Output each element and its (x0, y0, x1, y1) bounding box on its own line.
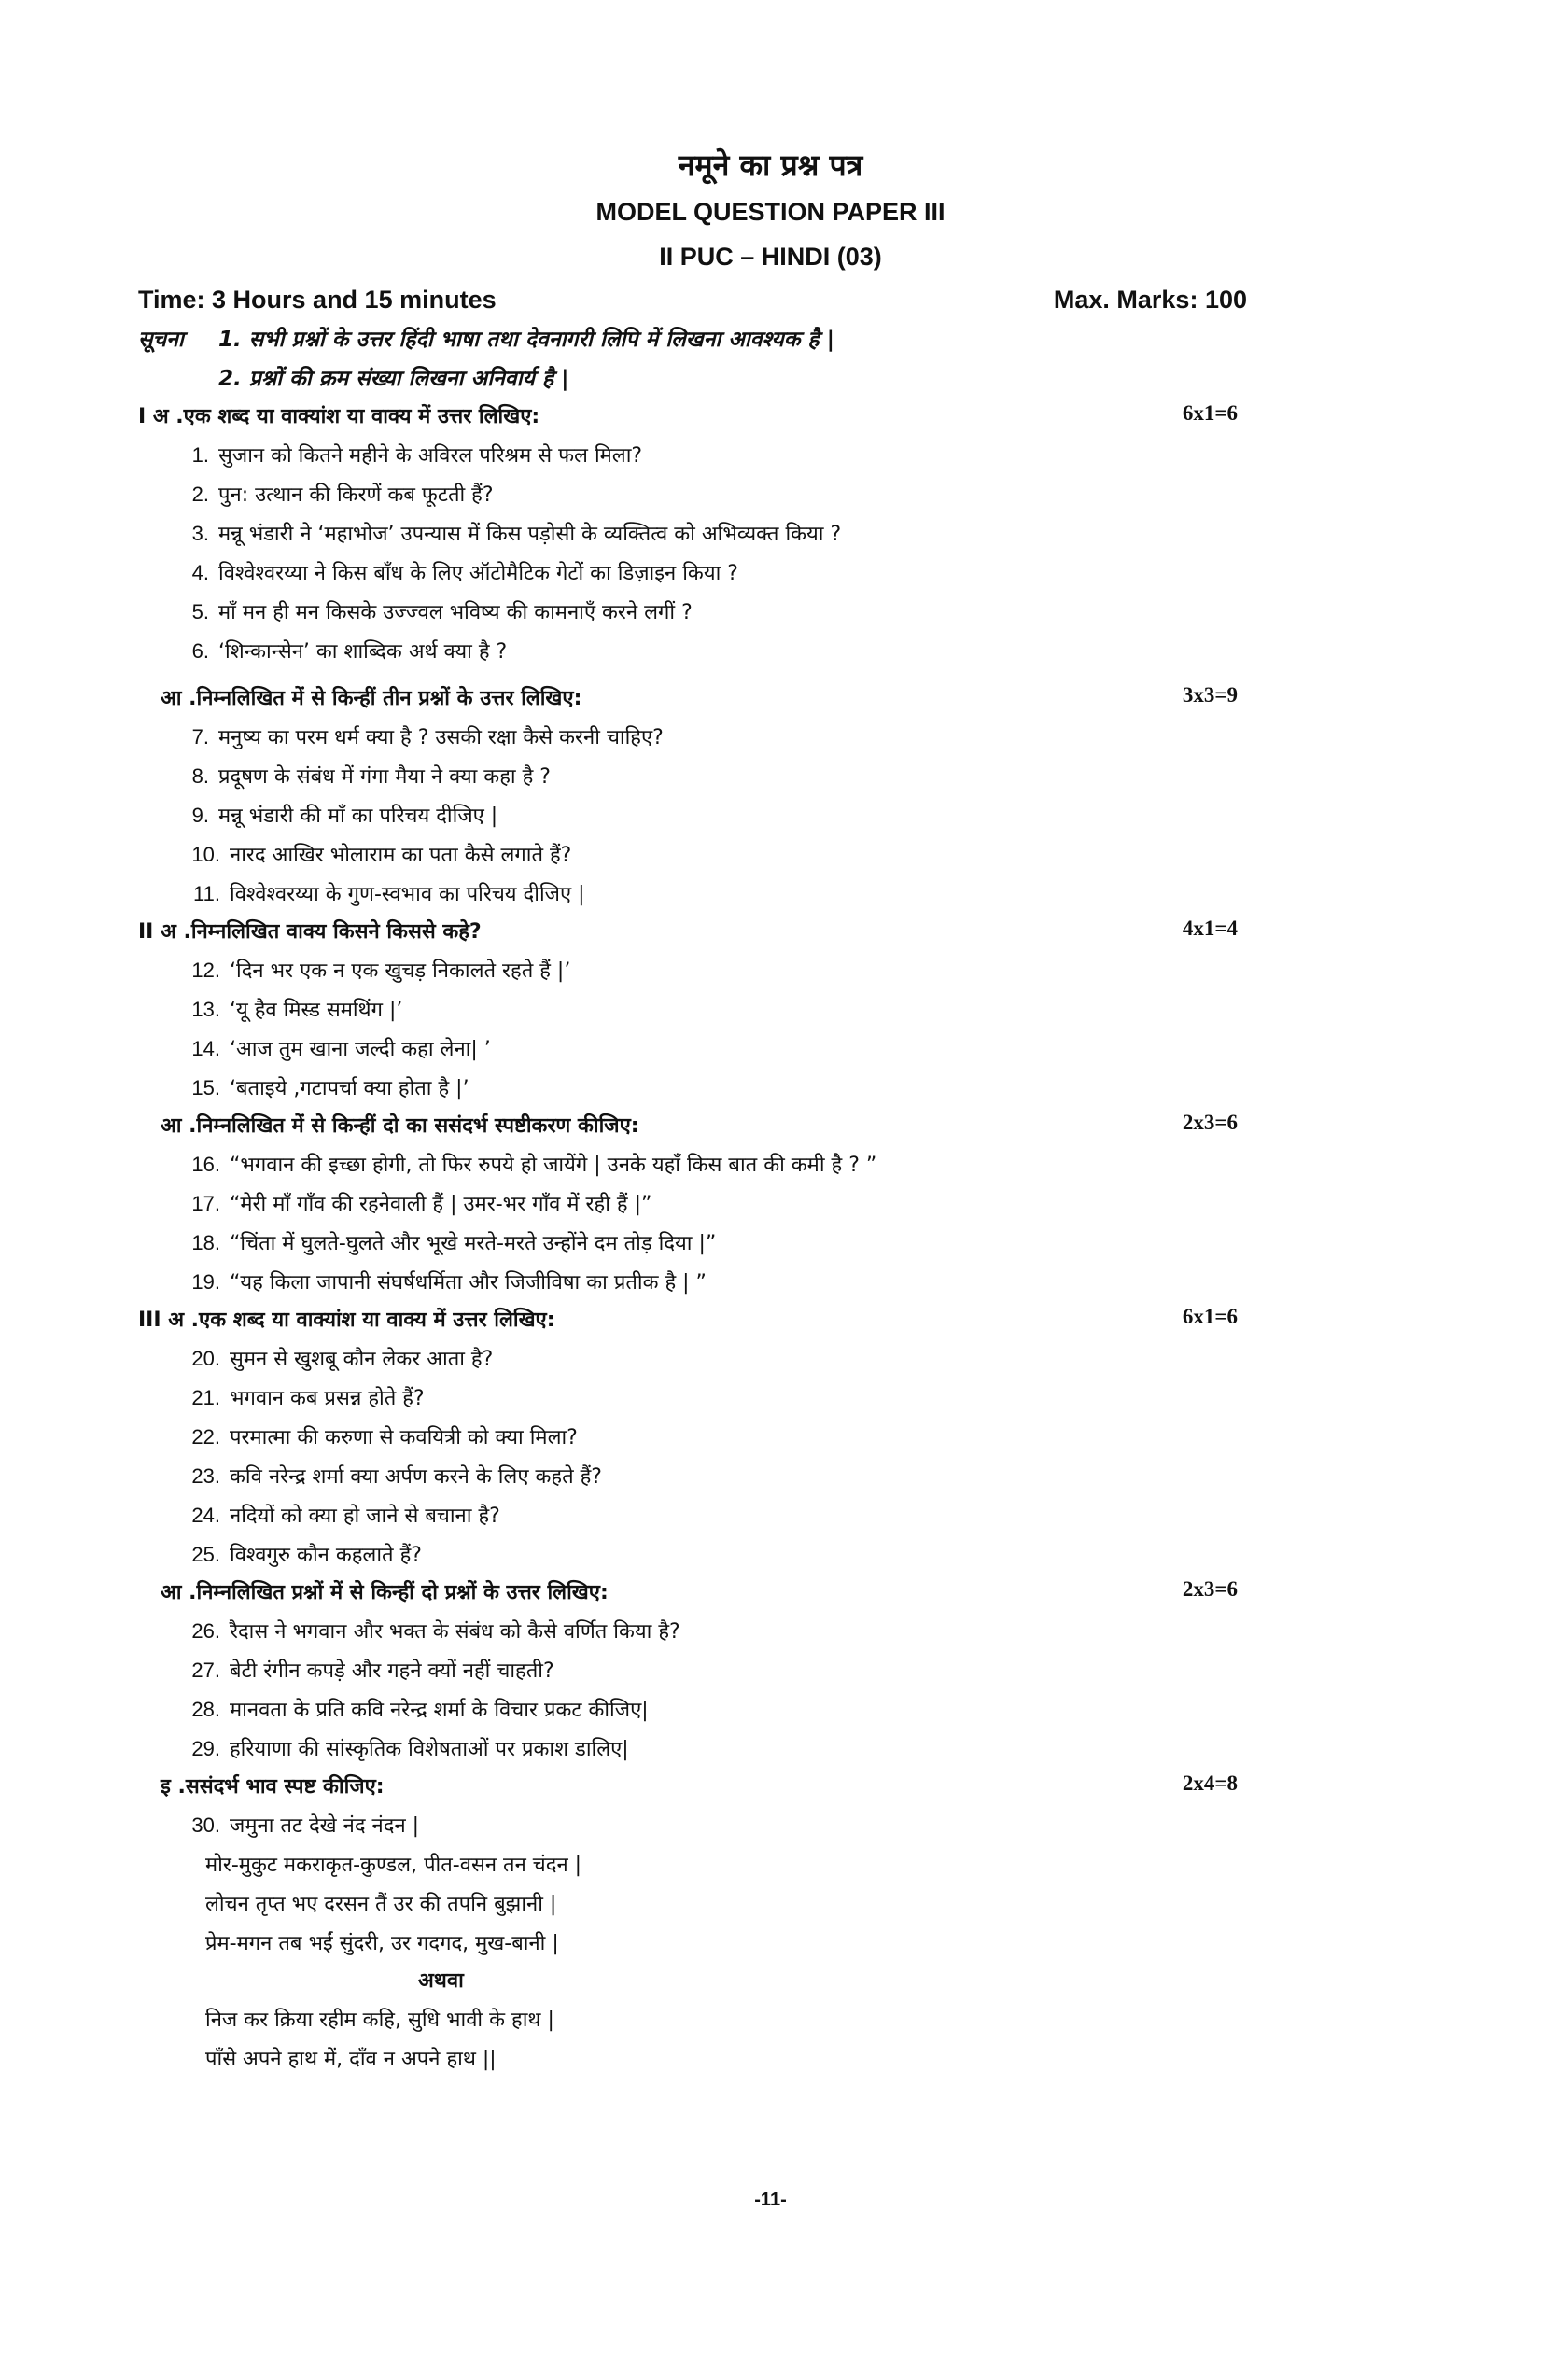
question-number: 6. (191, 639, 209, 663)
section-heading (138, 683, 1247, 717)
poem-line: प्रेम-मगन तब भईं सुंदरी, उर गदगद, मुख-बानी | (205, 1932, 559, 1955)
question-item (174, 1656, 554, 1684)
question-text: ‘दिन भर एक न एक खुचड़ निकालते रहते हैं |’ (230, 959, 571, 983)
question-text: मानवता के प्रति कवि नरेन्द्र शर्मा के विचार प्रकट कीजिए| (230, 1699, 649, 1722)
instruction-line-2: 2. प्रश्नों की क्रम संख्या लिखना अनिवार्य है | (218, 367, 569, 391)
paper-subtitle: II PUC – HINDI (03) (659, 243, 882, 271)
question-text: ‘शिन्कान्सेन’ का शाब्दिक अर्थ क्या है ? (218, 640, 508, 664)
question-number: 9. (191, 804, 209, 827)
poem-line: मोर-मुकुट मकराकृत-कुण्डल, पीत-वसन तन चंदन | (205, 1854, 582, 1877)
question-text: “मेरी माँ गाँव की रहनेवाली हैं | उमर-भर गाँव में रही हैं |” (230, 1193, 652, 1216)
question-item (174, 1462, 602, 1490)
question-item (174, 558, 738, 586)
question-number: 29. (191, 1737, 220, 1760)
question-text: ‘आज तुम खाना जल्दी कहा लेना| ’ (230, 1038, 491, 1061)
section-heading (138, 1771, 1247, 1805)
question-item (174, 956, 570, 984)
question-number: 11. (193, 882, 220, 905)
question-number: 21. (191, 1386, 220, 1409)
question-text: विश्वेश्वरय्या ने किस बाँध के लिए ऑटोमैटिक गेटों का डिज़ाइन किया ? (218, 562, 738, 585)
hindi-title: नमूने का प्रश्न पत्र (678, 147, 863, 183)
instruction-line-1 (138, 323, 834, 353)
question-text: ‘बताइये ,गटापर्चा क्या होता है |’ (230, 1077, 469, 1100)
question-item (174, 637, 507, 665)
question-item (174, 879, 585, 907)
instruction-text-1: 1. सभी प्रश्नों के उत्तर हिंदी भाषा तथा देवनागरी लिपि में लिखना आवश्यक है | (218, 328, 835, 352)
question-text: हरियाणा की सांस्कृतिक विशेषताओं पर प्रकाश डालिए| (230, 1738, 629, 1761)
section-marks: 4x1=4 (1182, 917, 1238, 940)
poem-line: निज कर क्रिया रहीम कहि, सुधि भावी के हाथ | (205, 2009, 554, 2032)
question-number: 5. (191, 600, 209, 623)
page-number: -11- (754, 2190, 787, 2210)
question-text: मन्नू भंडारी ने ‘महाभोज’ उपन्यास में किस पड़ोसी के व्यक्तित्व को अभिव्यक्त किया ? (218, 523, 842, 546)
question-item (174, 840, 571, 868)
question-item (174, 1540, 422, 1568)
section-heading (138, 917, 1247, 950)
question-item (174, 1189, 651, 1217)
instruction-label: सूचना (138, 328, 184, 352)
question-text: “चिंता में घुलते-घुलते और भूखे मरते-मरते उन्होंने दम तोड़ दिया |” (230, 1232, 717, 1255)
question-item (174, 762, 551, 790)
question-number: 15. (191, 1076, 220, 1099)
question-number: 18. (191, 1231, 220, 1254)
question-item (174, 1073, 469, 1101)
question-item (174, 722, 664, 750)
section-title: इ .ससंदर्भ भाव स्पष्ट कीजिए: (161, 1775, 385, 1799)
or-label: अथवा (418, 1969, 464, 1993)
question-item (174, 1267, 707, 1295)
section-title: III अ .एक शब्द या वाक्यांश या वाक्य में उत्तर लिखिए: (138, 1309, 555, 1332)
question-number: 30. (191, 1813, 220, 1837)
question-item (174, 1344, 493, 1372)
section-marks: 3x3=9 (1182, 683, 1238, 707)
question-number: 8. (191, 764, 209, 788)
question-number: 13. (191, 998, 220, 1021)
question-item (174, 1228, 716, 1256)
question-item (174, 1695, 649, 1723)
time-text: Time: 3 Hours and 15 minutes (138, 286, 497, 314)
question-item (174, 1734, 629, 1762)
section-marks: 2x3=6 (1182, 1577, 1238, 1601)
question-number: 12. (191, 959, 220, 982)
question-text: मन्नू भंडारी की माँ का परिचय दीजिए | (218, 805, 498, 828)
question-number: 25. (191, 1543, 220, 1566)
section-title: II अ .निम्नलिखित वाक्य किसने किससे कहे? (138, 920, 482, 944)
question-text: परमात्मा की करुणा से कवयित्री को क्या मिला? (230, 1426, 578, 1449)
question-number: 26. (191, 1619, 220, 1643)
question-number: 23. (191, 1464, 220, 1488)
question-number: 3. (191, 522, 209, 545)
question-item (174, 1811, 419, 1839)
section-title: I अ .एक शब्द या वाक्यांश या वाक्य में उत्तर लिखिए: (138, 405, 540, 428)
section-marks: 2x4=8 (1182, 1771, 1238, 1795)
section-title: आ .निम्नलिखित प्रश्नों में से किन्हीं दो प्रश्नों के उत्तर लिखिए: (161, 1581, 609, 1604)
question-text: ‘यू हैव मिस्ड समथिंग |’ (230, 999, 403, 1022)
question-text: विश्वेश्वरय्या के गुण-स्वभाव का परिचय दीजिए | (230, 883, 585, 906)
question-item (174, 441, 642, 469)
question-text: प्रदूषण के संबंध में गंगा मैया ने क्या कहा है ? (218, 765, 551, 789)
question-text: नारद आखिर भोलाराम का पता कैसे लगाते हैं? (230, 844, 572, 867)
question-text: कवि नरेन्द्र शर्मा क्या अर्पण करने के लिए कहते हैं? (230, 1465, 602, 1489)
question-number: 4. (191, 561, 209, 584)
section-marks: 2x3=6 (1182, 1111, 1238, 1134)
question-item (174, 801, 497, 829)
section-heading (138, 1111, 1247, 1144)
question-text: “भगवान की इच्छा होगी, तो फिर रुपये हो जायेंगे | उनके यहाँ किस बात की कमी है ? ” (230, 1154, 877, 1177)
question-text: सुमन से खुशबू कौन लेकर आता है? (230, 1348, 494, 1371)
question-item (174, 1034, 491, 1062)
question-number: 10. (191, 843, 220, 866)
question-item (174, 995, 402, 1023)
question-text: भगवान कब प्रसन्न होते हैं? (230, 1387, 425, 1410)
question-text: सुजान को कितने महीने के अविरल परिश्रम से फल मिला? (218, 444, 643, 468)
max-marks-text: Max. Marks: 100 (1053, 286, 1247, 314)
question-number: 24. (191, 1504, 220, 1527)
question-number: 22. (191, 1425, 220, 1449)
question-item (174, 1617, 680, 1645)
question-number: 20. (191, 1347, 220, 1370)
question-text: मनुष्य का परम धर्म क्या है ? उसकी रक्षा कैसे करनी चाहिए? (218, 726, 664, 749)
question-number: 2. (191, 483, 209, 506)
question-number: 16. (191, 1153, 220, 1176)
question-number: 27. (191, 1659, 220, 1682)
section-heading (138, 401, 1247, 435)
question-number: 17. (191, 1192, 220, 1215)
question-item (174, 1422, 578, 1450)
question-text: बेटी रंगीन कपड़े और गहने क्यों नहीं चाहती? (230, 1659, 554, 1683)
section-marks: 6x1=6 (1182, 401, 1238, 425)
question-number: 7. (191, 725, 209, 749)
section-title: आ .निम्नलिखित में से किन्हीं दो का ससंदर्भ स्पष्टीकरण कीजिए: (161, 1114, 639, 1138)
poem-line: पाँसे अपने हाथ में, दाँव न अपने हाथ || (205, 2048, 497, 2071)
section-heading (138, 1305, 1247, 1338)
question-item (174, 1383, 425, 1411)
question-item (174, 519, 841, 547)
question-text: विश्वगुरु कौन कहलाते हैं? (230, 1544, 422, 1567)
question-number: 14. (191, 1037, 220, 1060)
section-title: आ .निम्नलिखित में से किन्हीं तीन प्रश्नों के उत्तर लिखिए: (161, 687, 582, 710)
question-text: माँ मन ही मन किसके उज्ज्वल भविष्य की कामनाएँ करने लगीं ? (218, 601, 693, 624)
question-text: पुन: उत्थान की किरणें कब फूटती हैं? (218, 483, 494, 507)
question-number: 19. (191, 1270, 220, 1294)
question-text: रैदास ने भगवान और भक्त के संबंध को कैसे वर्णित किया है? (230, 1620, 680, 1644)
question-item (174, 597, 693, 625)
section-marks: 6x1=6 (1182, 1305, 1238, 1328)
time-marks-row (138, 286, 1247, 319)
question-item (174, 480, 494, 508)
question-item (174, 1150, 876, 1178)
question-number: 28. (191, 1698, 220, 1721)
question-item (174, 1501, 500, 1529)
question-text: “यह किला जापानी संघर्षधर्मिता और जिजीविषा का प्रतीक है | ” (230, 1271, 707, 1295)
section-heading (138, 1577, 1247, 1611)
paper-title: MODEL QUESTION PAPER III (595, 198, 946, 226)
question-text: जमुना तट देखे नंद नंदन | (230, 1814, 420, 1838)
question-text: नदियों को क्या हो जाने से बचाना है? (230, 1505, 500, 1528)
question-number: 1. (191, 443, 209, 467)
poem-line: लोचन तृप्त भए दरसन तैं उर की तपनि बुझानी | (205, 1893, 557, 1916)
